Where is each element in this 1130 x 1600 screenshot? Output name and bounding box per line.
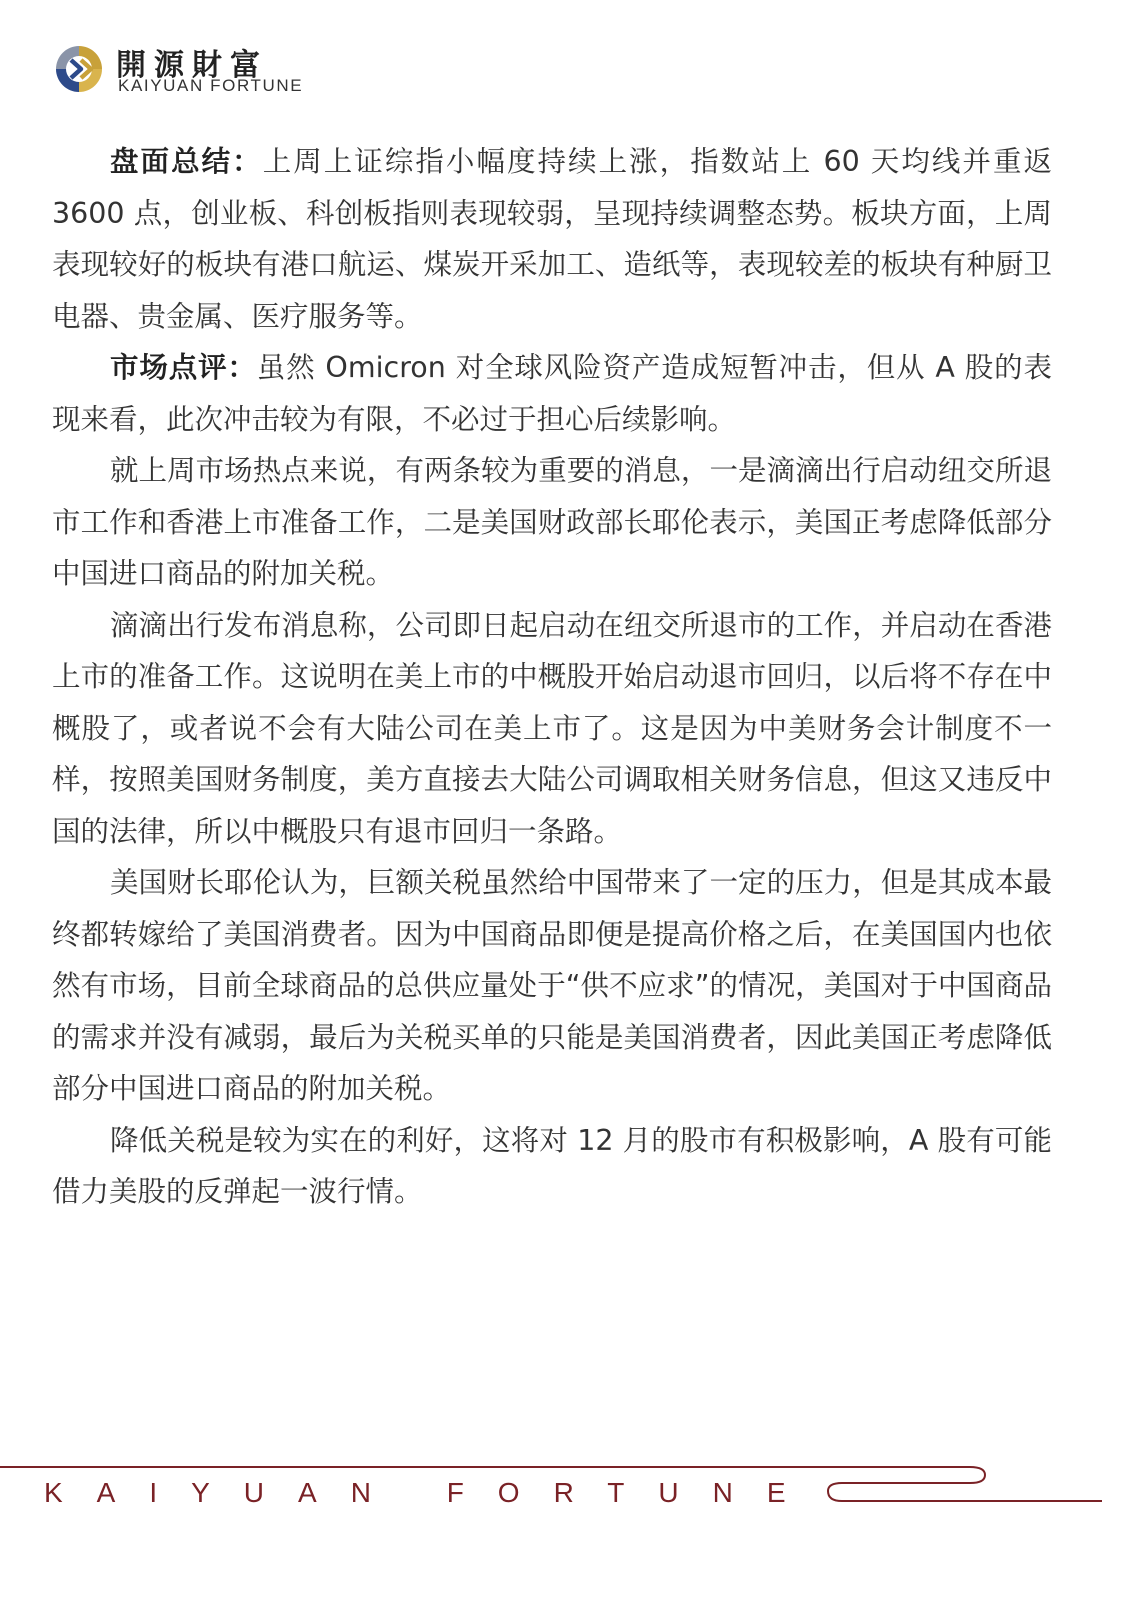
paragraph-yellen bbox=[52, 857, 1052, 1115]
footer-brand-text: KAIYUAN FORTUNE bbox=[44, 1477, 820, 1508]
paragraph-didi bbox=[52, 600, 1052, 858]
page-header bbox=[52, 40, 372, 100]
brand-name-en: KAIYUAN FORTUNE bbox=[118, 76, 304, 95]
paragraph-text: 降低关税是较为实在的利好，这将对 12 月的股市有积极影响，A 股有可能借力美股的反弹起一波行情。 bbox=[52, 1123, 1052, 1208]
paragraph-summary bbox=[52, 136, 1052, 342]
paragraph-text: 虽然 Omicron 对全球风险资产造成短暂冲击，但从 A 股的表现来看，此次冲击较为有限，不必过于担心后续影响。 bbox=[52, 351, 1052, 436]
paragraph-lead: 市场点评： bbox=[110, 351, 257, 384]
paragraph-comment bbox=[52, 342, 1052, 445]
paragraph-lead: 盘面总结： bbox=[110, 145, 263, 178]
paragraph-conclusion bbox=[52, 1115, 1052, 1218]
brand-name-cn: 開源財富 bbox=[116, 48, 268, 83]
paragraph-text: 滴滴出行发布消息称，公司即日起启动在纽交所退市的工作，并启动在香港上市的准备工作。这说明在美上市的中概股开始启动退市回归，以后将不存在中概股了，或者说不会有大陆公司在美上市了。这是因为中美财务会计制度不一样，按照美国财务制度，美方直接去大陆公司调取相关财务信息，但这又违反中国的法律，所以中概股只有退市回归一条路。 bbox=[52, 608, 1052, 848]
paragraph-hotspots bbox=[52, 445, 1052, 600]
page-footer bbox=[0, 1455, 1130, 1525]
kaiyuan-logo-icon bbox=[52, 42, 106, 96]
paragraph-text: 上周上证综指小幅度持续上涨，指数站上 60 天均线并重返 3600 点，创业板、科创板指则表现较弱，呈现持续调整态势。板块方面，上周表现较好的板块有港口航运、煤炭开采加工、造纸等，表现较差的板块有种厨卫电器、贵金属、医疗服务等。 bbox=[52, 145, 1052, 333]
article-body bbox=[52, 136, 1052, 1218]
paragraph-text: 就上周市场热点来说，有两条较为重要的消息，一是滴滴出行启动纽交所退市工作和香港上市准备工作，二是美国财政部长耶伦表示，美国正考虑降低部分中国进口商品的附加关税。 bbox=[52, 454, 1052, 590]
paragraph-text: 美国财长耶伦认为，巨额关税虽然给中国带来了一定的压力，但是其成本最终都转嫁给了美国消费者。因为中国商品即便是提高价格之后，在美国国内也依然有市场，目前全球商品的总供应量处于“供不应求”的情况，美国对于中国商品的需求并没有减弱，最后为关税买单的只能是美国消费者，因此美国正考虑降低部分中国进口商品的附加关税。 bbox=[52, 866, 1052, 1105]
